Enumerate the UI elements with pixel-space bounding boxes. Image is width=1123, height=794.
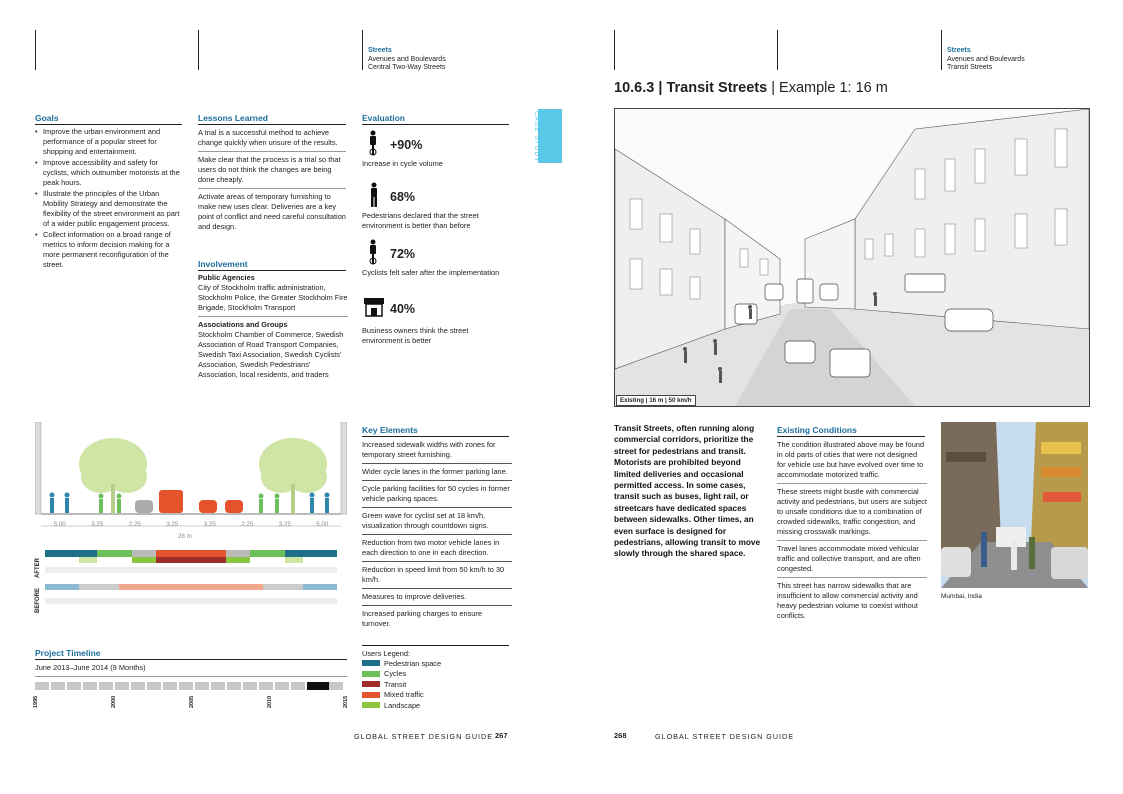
pedestrian-icon <box>364 182 384 208</box>
timeline-year: 2015 <box>343 695 349 708</box>
goals-list <box>35 127 182 271</box>
case-study-label: CASE STUDY <box>533 111 540 163</box>
key-element-item: Reduction from two motor vehicle lanes in each direction to one in each direction. <box>362 535 512 562</box>
existing-conditions-title: Existing Conditions <box>777 425 857 435</box>
legend-label: Landscape <box>384 700 421 710</box>
divider <box>35 676 347 677</box>
evaluation-title: Evaluation <box>362 113 405 123</box>
legend-item <box>362 679 441 690</box>
timeline-range: June 2013–June 2014 (9 Months) <box>35 663 146 672</box>
width-label: 3.25 <box>166 521 179 528</box>
involvement-heading: Public Agencies <box>198 273 255 282</box>
stat-value: +90% <box>390 138 423 152</box>
before-label: BEFORE <box>35 587 41 613</box>
involvement-body <box>198 273 348 380</box>
breadcrumb-item[interactable]: Avenues and Boulevards <box>947 55 1025 63</box>
involvement-heading: Associations and Groups <box>198 320 288 329</box>
key-element-item: Increased sidewalk widths with zones for temporary street furnishing. <box>362 437 512 464</box>
existing-condition-item: The condition illustrated above may be found in old parts of cities that were not designed for vehicle use but have evolved over time to accommodate motorized traffic. <box>777 437 927 484</box>
existing-conditions-list <box>777 437 927 624</box>
divider <box>362 124 509 125</box>
involvement-title: Involvement <box>198 259 248 269</box>
legend-list <box>362 658 441 711</box>
key-element-item: Wider cycle lanes in the former parking lane. <box>362 464 512 481</box>
key-elements-list <box>362 437 512 632</box>
timeline-title: Project Timeline <box>35 648 101 658</box>
column-marker <box>941 30 942 70</box>
stat-label: Business owners think the street environment is better <box>362 326 469 345</box>
existing-condition-item: Travel lanes accommodate mixed vehicular traffic and collective transport, and are often congested. <box>777 541 927 578</box>
goal-item: • Illustrate the principles of the Urban Mobility Strategy and demonstrate the flexibility of the street environment as part of a wider public engagement process. <box>43 189 182 229</box>
page-number-right: 268 <box>614 731 627 740</box>
lessons-list <box>198 125 346 235</box>
legend-swatch <box>362 681 380 687</box>
timeline-year: 2010 <box>267 695 273 708</box>
stat-label: Cyclists felt safer after the implementation <box>362 268 500 277</box>
legend-label: Mixed traffic <box>384 690 424 700</box>
page-heading: 10.6.3 | Transit Streets | Example 1: 16 m <box>614 80 888 96</box>
column-marker <box>362 30 363 70</box>
stat-label: Increase in cycle volume <box>362 159 443 168</box>
intro-text: Transit Streets, often running along commercial corridors, prioritize the street for pedestrians and transit. Motorists are prohibited beyond limited deliveries and occasional permitted access. In some cases, transit such as buses, light rail, or streetcars have dedicated spaces between sidewalks. Other times, an even surface is designed for pedestrians, allowing transit to move slowly through the shared space. <box>614 423 761 559</box>
cyclist-icon <box>364 239 384 265</box>
breadcrumb-item[interactable]: Streets <box>947 47 971 54</box>
key-element-item: Green wave for cyclist set at 18 km/h, visualization through countdown signs. <box>362 508 512 535</box>
stat-label: Pedestrians declared that the street environment is better than before <box>362 211 479 230</box>
street-illustration <box>614 108 1090 407</box>
legend-swatch <box>362 692 380 698</box>
legend-item <box>362 690 441 701</box>
footer-left: GLOBAL STREET DESIGN GUIDE <box>354 732 494 741</box>
legend-swatch <box>362 660 380 666</box>
timeline-year: 2000 <box>111 695 117 708</box>
width-label: 3.25 <box>91 521 104 528</box>
divider <box>35 124 182 125</box>
case-study-tab <box>538 109 562 163</box>
key-element-item: Increased parking charges to ensure turnover. <box>362 609 482 628</box>
divider <box>362 645 509 646</box>
width-label: 2.25 <box>241 521 254 528</box>
street-drawing <box>615 109 1089 406</box>
breadcrumb-right <box>947 47 1025 73</box>
breadcrumb-item[interactable]: Streets <box>368 47 392 54</box>
breadcrumb-item[interactable]: Central Two-Way Streets <box>368 64 446 71</box>
section-total: 28 m <box>178 533 192 540</box>
stat-value: 40% <box>390 302 416 316</box>
legend-title: Users Legend: <box>362 649 411 658</box>
lessons-title: Lessons Learned <box>198 113 268 123</box>
heading-number: 10.6.3 <box>614 80 655 96</box>
width-label: 5.00 <box>316 521 329 528</box>
photo-caption: Mumbai, India <box>941 593 982 600</box>
legend-swatch <box>362 702 380 708</box>
legend-label: Pedestrian space <box>384 658 442 668</box>
existing-condition-item: This street has narrow sidewalks that are insufficient to allow commercial activity and heavy pedestrian volume to coexist without conflicts. <box>777 581 918 620</box>
legend-label: Cycles <box>384 669 407 679</box>
divider <box>35 659 347 660</box>
cyclist-icon <box>364 130 384 156</box>
key-element-item: Cycle parking facilities for 50 cycles in former vehicle parking spaces. <box>362 481 512 508</box>
column-marker <box>614 30 615 70</box>
timeline-year: 1995 <box>33 695 39 708</box>
stat-value: 68% <box>390 190 416 204</box>
key-element-item: Reduction in speed limit from 50 km/h to 30 km/h. <box>362 562 512 589</box>
breadcrumb-item[interactable]: Transit Streets <box>947 64 993 71</box>
column-marker <box>198 30 199 70</box>
goal-item: • Collect information on a broad range of metrics to inform decision making for a more permanent reconfiguration of the street. <box>43 230 182 270</box>
heading-bold: Transit Streets <box>666 80 768 96</box>
column-marker <box>35 30 36 70</box>
footer-right: GLOBAL STREET DESIGN GUIDE <box>655 732 795 741</box>
legend-item <box>362 700 441 711</box>
shop-icon <box>363 295 385 319</box>
heading-rest: Example 1: 16 m <box>779 80 888 96</box>
lesson-item: Make clear that the process is a trial so that users do not think the changes are being done cheaply. <box>198 152 346 189</box>
divider <box>198 270 346 271</box>
section-widths <box>41 521 341 528</box>
photo-drawing <box>941 422 1088 588</box>
legend-item <box>362 658 441 669</box>
page-number-left: 267 <box>495 731 508 740</box>
goal-item: • Improve the urban environment and performance of a popular street for shopping and entertainment. <box>43 127 182 157</box>
goal-item: • Improve accessibility and safety for cyclists, which outnumber motorists at the peak hours. <box>43 158 182 188</box>
width-label: 2.25 <box>128 521 141 528</box>
legend-label: Transit <box>384 679 407 689</box>
timeline-year: 2005 <box>189 695 195 708</box>
key-elements-title: Key Elements <box>362 425 418 435</box>
legend-swatch <box>362 671 380 677</box>
goals-title: Goals <box>35 113 59 123</box>
street-section-diagram <box>35 422 347 622</box>
involvement-text: City of Stockholm traffic administration, Stockholm Police, the Greater Stockholm Fire Brigade, Stockholm Transport <box>198 283 348 317</box>
lesson-item: Activate areas of temporary furnishing to make new uses clear. Deliveries are a key point of conflict and need careful consultation and design. <box>198 192 346 231</box>
breadcrumb-left <box>368 47 446 73</box>
lesson-item: A trial is a successful method to achieve change quickly when unsure of the results. <box>198 125 346 152</box>
width-label: 3.25 <box>203 521 216 528</box>
legend-item <box>362 669 441 680</box>
illustration-caption: Existing | 16 m | 50 km/h <box>616 395 696 406</box>
existing-condition-item: These streets might bustle with commercial activity and pedestrians, but users are subject to unsafe conditions due to a combination of crowded sidewalks, traffic congestion, and missing crosswalk markings. <box>777 484 927 541</box>
width-label: 5.00 <box>53 521 66 528</box>
width-label: 3.25 <box>278 521 291 528</box>
street-photo <box>941 422 1088 588</box>
column-marker <box>777 30 778 70</box>
after-label: AFTER <box>35 558 41 578</box>
key-element-item: Measures to improve deliveries. <box>362 589 512 606</box>
stat-value: 72% <box>390 247 416 261</box>
involvement-text: Stockholm Chamber of Commerce, Swedish Association of Road Transport Companies, Swedish Taxi Association, Swedish Cyclists' Association, Swedish Pedestrians' Association, local residents, and traders <box>198 330 344 379</box>
breadcrumb-item[interactable]: Avenues and Boulevards <box>368 55 446 63</box>
